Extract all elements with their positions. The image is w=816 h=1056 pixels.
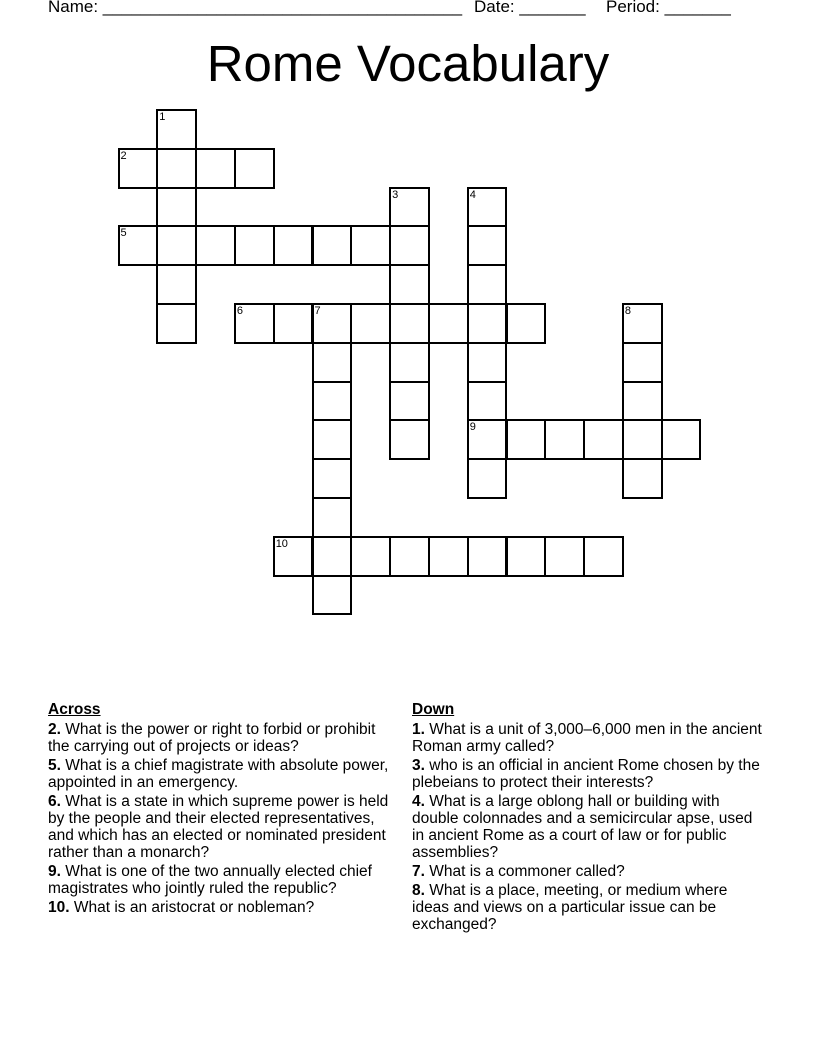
grid-cell[interactable]: [234, 225, 275, 266]
clue-number: 1: [159, 111, 166, 123]
grid-cell[interactable]: [467, 536, 508, 577]
grid-cell[interactable]: [156, 187, 197, 228]
clue-text: What is an aristocrat or nobleman?: [69, 899, 315, 916]
grid-cell[interactable]: [273, 225, 314, 266]
grid-cell[interactable]: [428, 303, 469, 344]
grid-cell[interactable]: [312, 575, 353, 616]
down-clues: [412, 701, 764, 935]
grid-cell[interactable]: [622, 419, 663, 460]
grid-cell[interactable]: [312, 303, 353, 344]
grid-cell[interactable]: [350, 536, 391, 577]
clue-text: What is a state in which supreme power is held by the people and their elected representatives, and which has an elected or nominated president rather than a monarch?: [48, 793, 389, 861]
clue-text: What is the power or right to forbid or prohibit the carrying out of projects or ideas?: [48, 721, 376, 755]
grid-cell[interactable]: [195, 148, 236, 189]
grid-cell[interactable]: [467, 264, 508, 305]
grid-cell[interactable]: [234, 303, 275, 344]
clue-item: [48, 721, 393, 755]
grid-cell[interactable]: [622, 458, 663, 499]
grid-cell[interactable]: [389, 303, 430, 344]
grid-cell[interactable]: [389, 342, 430, 383]
clue-number: 8: [624, 305, 632, 317]
grid-cell[interactable]: [312, 419, 353, 460]
grid-cell[interactable]: [312, 458, 353, 499]
grid-cell[interactable]: [389, 381, 430, 422]
clue-number: 5: [120, 227, 127, 240]
clue-number-label: 5.: [48, 757, 61, 774]
grid-cell[interactable]: [156, 109, 197, 150]
name-field-label: Name: ______________________________________: [48, 0, 463, 16]
clue-number-label: 6.: [48, 793, 61, 810]
grid-cell[interactable]: [506, 303, 547, 344]
grid-cell[interactable]: [467, 458, 508, 499]
clue-item: [48, 899, 393, 916]
clue-number-label: 7.: [412, 863, 425, 880]
period-field-label: Period: _______: [606, 0, 731, 16]
clue-number-label: 3.: [412, 757, 425, 774]
clue-number: 3: [392, 188, 399, 201]
clue-text: What is a chief magistrate with absolute power, appointed in an emergency.: [48, 757, 389, 791]
grid-cell[interactable]: [661, 419, 702, 460]
grid-cell[interactable]: [544, 419, 585, 460]
grid-cell[interactable]: [467, 225, 508, 266]
grid-cell[interactable]: [622, 303, 663, 344]
grid-cell[interactable]: [467, 187, 508, 228]
grid-cell[interactable]: [312, 381, 353, 422]
grid-cell[interactable]: [312, 225, 353, 266]
clue-number: 6: [236, 305, 244, 317]
grid-cell[interactable]: [118, 225, 159, 266]
clue-item: [48, 757, 393, 791]
clue-number: 10: [275, 537, 288, 550]
grid-cell[interactable]: [118, 148, 159, 189]
grid-cell[interactable]: [273, 536, 314, 577]
grid-cell[interactable]: [350, 303, 391, 344]
grid-cell[interactable]: [156, 148, 197, 189]
clue-number: 7: [314, 305, 321, 317]
clue-number-label: 2.: [48, 721, 61, 738]
clue-text: What is a unit of 3,000–6,000 men in the ancient Roman army called?: [412, 721, 762, 755]
clue-number-label: 8.: [412, 882, 425, 899]
grid-cell[interactable]: [312, 536, 353, 577]
clue-item: [412, 757, 764, 791]
clue-item: [412, 793, 764, 861]
grid-cell[interactable]: [622, 381, 663, 422]
date-field-label: Date: _______: [474, 0, 586, 16]
grid-cell[interactable]: [273, 303, 314, 344]
grid-cell[interactable]: [389, 187, 430, 228]
grid-cell[interactable]: [506, 536, 547, 577]
clue-text: What is a large oblong hall or building with double colonnades and a semicircular apse, used in ancient Rome as a court of law or for public assemblies?: [412, 793, 753, 861]
clue-number: 4: [469, 188, 476, 201]
clue-number: 9: [469, 421, 476, 434]
grid-cell[interactable]: [467, 381, 508, 422]
clue-number-label: 4.: [412, 793, 425, 810]
grid-cell[interactable]: [312, 497, 353, 538]
grid-cell[interactable]: [622, 342, 663, 383]
clue-item: [48, 863, 393, 897]
grid-cell[interactable]: [389, 419, 430, 460]
grid-cell[interactable]: [389, 225, 430, 266]
grid-cell[interactable]: [467, 303, 508, 344]
grid-cell[interactable]: [350, 225, 391, 266]
grid-cell[interactable]: [544, 536, 585, 577]
grid-cell[interactable]: [583, 536, 624, 577]
grid-cell[interactable]: [156, 225, 197, 266]
grid-cell[interactable]: [467, 342, 508, 383]
grid-cell[interactable]: [389, 264, 430, 305]
across-heading: Across: [48, 701, 101, 718]
grid-cell[interactable]: [156, 264, 197, 305]
grid-cell[interactable]: [312, 342, 353, 383]
clue-text: What is a commoner called?: [424, 863, 625, 880]
page-title: Rome Vocabulary: [206, 35, 610, 92]
grid-cell[interactable]: [467, 419, 508, 460]
grid-cell[interactable]: [389, 536, 430, 577]
clue-text: What is a place, meeting, or medium where ideas and views on a particular issue can be exchanged?: [412, 882, 728, 933]
clue-item: [412, 721, 764, 755]
clue-item: [412, 863, 764, 880]
grid-cell[interactable]: [156, 303, 197, 344]
grid-cell[interactable]: [195, 225, 236, 266]
grid-cell[interactable]: [583, 419, 624, 460]
down-heading: Down: [412, 701, 455, 718]
clue-number-label: 9.: [48, 863, 61, 880]
clue-number-label: 10.: [48, 899, 70, 916]
grid-cell[interactable]: [234, 148, 275, 189]
clue-item: [412, 882, 764, 933]
clue-item: [48, 793, 393, 861]
clue-text: who is an official in ancient Rome chosen by the plebeians to protect their interests?: [412, 757, 760, 791]
across-clues: [48, 701, 393, 918]
clue-number: 2: [120, 149, 127, 162]
grid-cell[interactable]: [506, 419, 547, 460]
clue-text: What is one of the two annually elected chief magistrates who jointly ruled the republic?: [48, 863, 372, 897]
grid-cell[interactable]: [428, 536, 469, 577]
clue-number-label: 1.: [412, 721, 425, 738]
